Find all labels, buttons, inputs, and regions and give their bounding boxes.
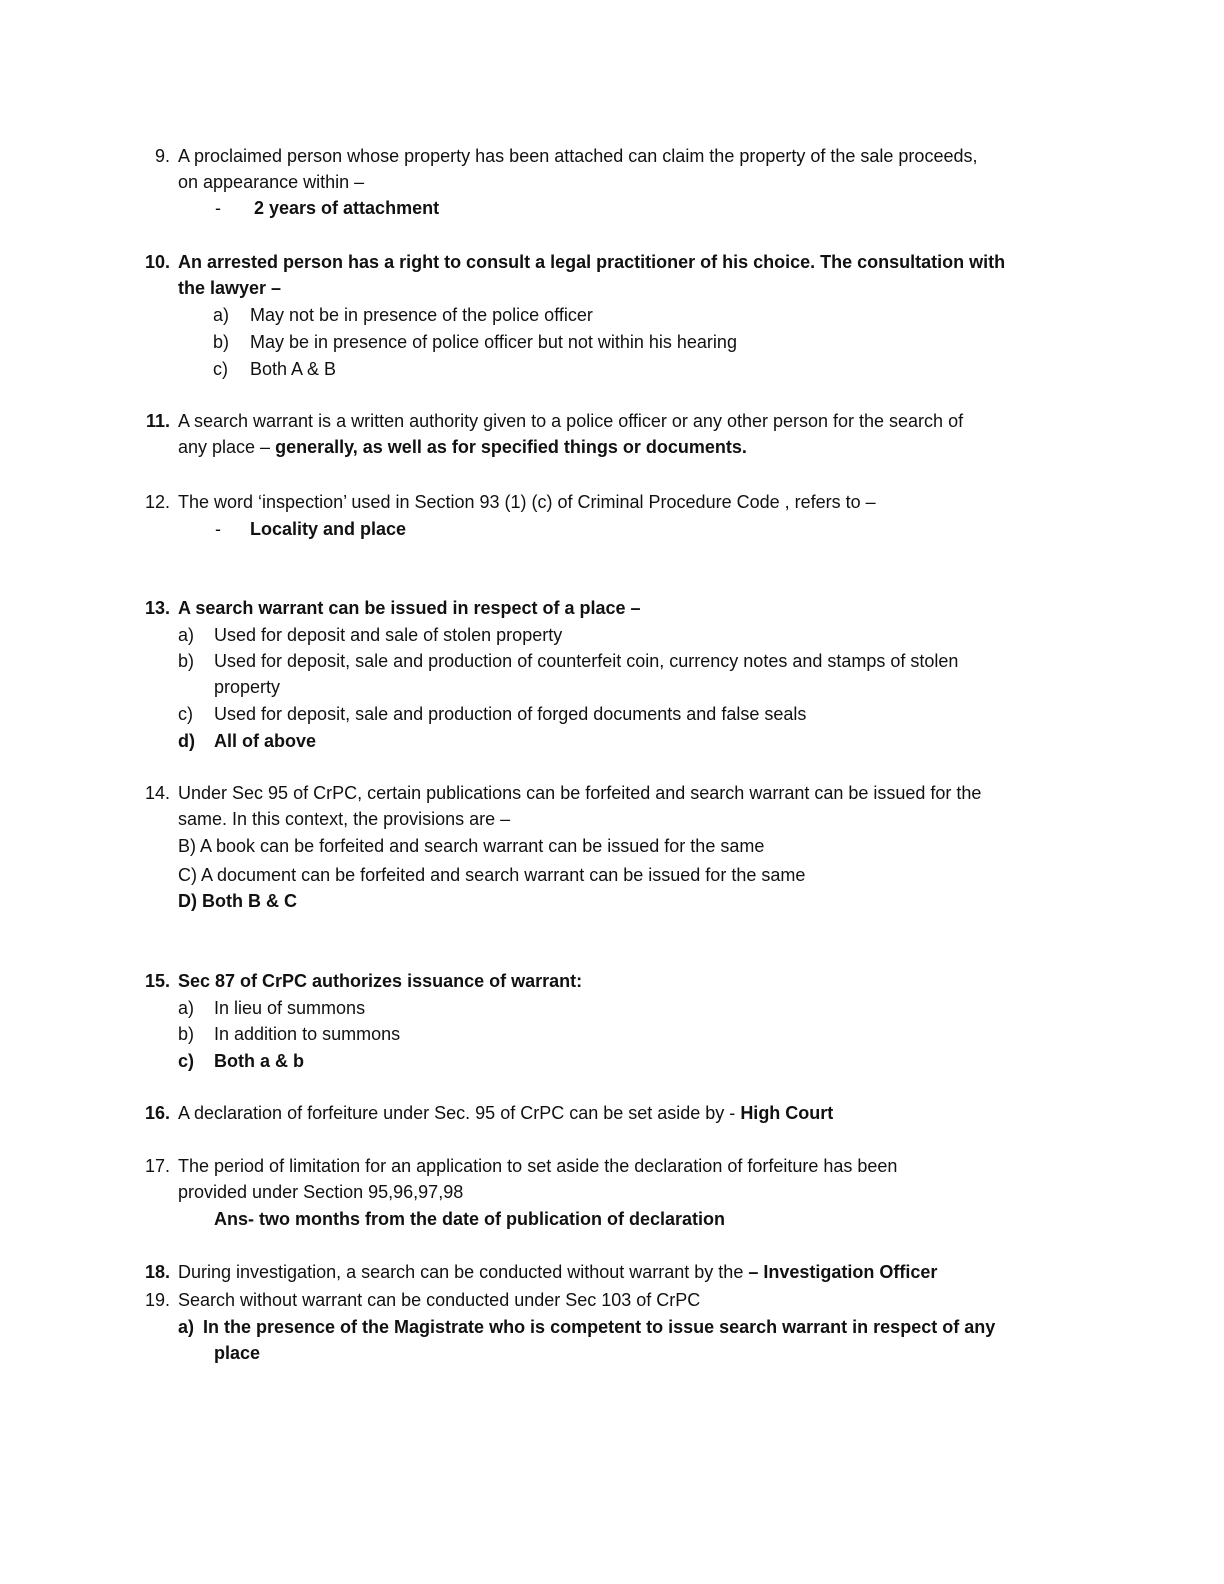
q14-option-c: C) A document can be forfeited and search warrant can be issued for the same (178, 865, 806, 885)
q19-text-line1: Search without warrant can be conducted under Sec 103 of CrPC (178, 1290, 701, 1310)
q17-text-line1: The period of limitation for an application to set aside the declaration of forfeiture has been (178, 1156, 898, 1176)
q12-answer: Locality and place (250, 519, 407, 539)
q9-answer: 2 years of attachment (254, 198, 440, 218)
q12-dash: - (215, 519, 221, 539)
q13-option-d-label: d) (178, 731, 195, 751)
q14-text-line2: same. In this context, the provisions are – (178, 809, 511, 829)
q15-option-a-label: a) (178, 998, 195, 1018)
q18-text (178, 1259, 937, 1285)
q9-dash: - (215, 198, 221, 218)
q18-text-plain: During investigation, a search can be conducted without warrant by the (178, 1262, 749, 1282)
q16-text-bold: High Court (740, 1103, 834, 1123)
q14-text-line1: Under Sec 95 of CrPC, certain publications can be forfeited and search warrant can be issued for the (178, 783, 982, 803)
q17-number: 17. (144, 1156, 170, 1176)
q10-number: 10. (144, 252, 170, 272)
q10-text-line2: the lawyer – (178, 278, 282, 298)
q13-option-a-text: Used for deposit and sale of stolen property (214, 625, 563, 645)
q11-text-line1: A search warrant is a written authority given to a police officer or any other person for the search of (178, 411, 964, 431)
q18-number: 18. (144, 1262, 170, 1282)
q10-option-a-text: May not be in presence of the police officer (250, 305, 593, 325)
q10-option-b-label: b) (213, 332, 230, 352)
q13-text-line1: A search warrant can be issued in respect of a place – (178, 598, 641, 618)
q10-option-b-text: May be in presence of police officer but not within his hearing (250, 332, 737, 352)
q15-number: 15. (144, 971, 170, 991)
q15-option-b-text: In addition to summons (214, 1024, 401, 1044)
q13-option-b-text2: property (214, 677, 281, 697)
q10-text-line1: An arrested person has a right to consult a legal practitioner of his choice. The consultation with (178, 252, 1006, 272)
q19-number: 19. (144, 1290, 170, 1310)
q14-option-b: B) A book can be forfeited and search warrant can be issued for the same (178, 836, 765, 856)
q19-option-a-line1: In the presence of the Magistrate who is competent to issue search warrant in respect of any (203, 1317, 996, 1337)
q10-option-c-label: c) (213, 359, 228, 379)
q13-option-c-label: c) (178, 704, 193, 724)
q9-text-line2: on appearance within – (178, 172, 365, 192)
q15-option-c-label: c) (178, 1051, 195, 1071)
q17-text-line2: provided under Section 95,96,97,98 (178, 1182, 464, 1202)
q11-number: 11. (145, 411, 170, 431)
q15-option-a-text: In lieu of summons (214, 998, 366, 1018)
q11-text-line2-plain: any place – (178, 437, 276, 457)
q16-text-plain: A declaration of forfeiture under Sec. 95 of CrPC can be set aside by - (178, 1103, 741, 1123)
q9-number: 9. (154, 146, 170, 166)
q11-text-line2-bold: generally, as well as for specified things or documents. (275, 437, 747, 457)
q17-answer: Ans- two months from the date of publication of declaration (214, 1209, 726, 1229)
q13-option-b-label: b) (178, 651, 195, 671)
q10-option-a-label: a) (213, 305, 230, 325)
q12-text-line1: The word ‘inspection’ used in Section 93 (1) (c) of Criminal Procedure Code , refers to – (178, 492, 876, 512)
q13-option-d-text: All of above (214, 731, 317, 751)
q13-option-a-label: a) (178, 625, 195, 645)
q13-option-b-text: Used for deposit, sale and production of counterfeit coin, currency notes and stamps of stolen (214, 651, 959, 671)
q19-option-a-label: a) (178, 1317, 195, 1337)
q14-number: 14. (144, 783, 170, 803)
q16-number: 16. (144, 1103, 170, 1123)
q15-text-line1: Sec 87 of CrPC authorizes issuance of warrant: (178, 971, 583, 991)
q10-option-c-text: Both A & B (250, 359, 337, 379)
q18-text-bold: – Investigation Officer (748, 1262, 938, 1282)
q15-option-b-label: b) (178, 1024, 195, 1044)
q13-number: 13. (144, 598, 170, 618)
q12-number: 12. (144, 492, 170, 512)
q16-text (178, 1100, 833, 1126)
q15-option-c-text: Both a & b (214, 1051, 304, 1071)
q11-text-line2 (178, 434, 747, 460)
q14-option-d: D) Both B & C (178, 891, 297, 911)
q19-option-a-line2: place (214, 1343, 261, 1363)
q13-option-c-text: Used for deposit, sale and production of forged documents and false seals (214, 704, 807, 724)
q9-text-line1: A proclaimed person whose property has been attached can claim the property of the sale proceeds, (178, 146, 978, 166)
